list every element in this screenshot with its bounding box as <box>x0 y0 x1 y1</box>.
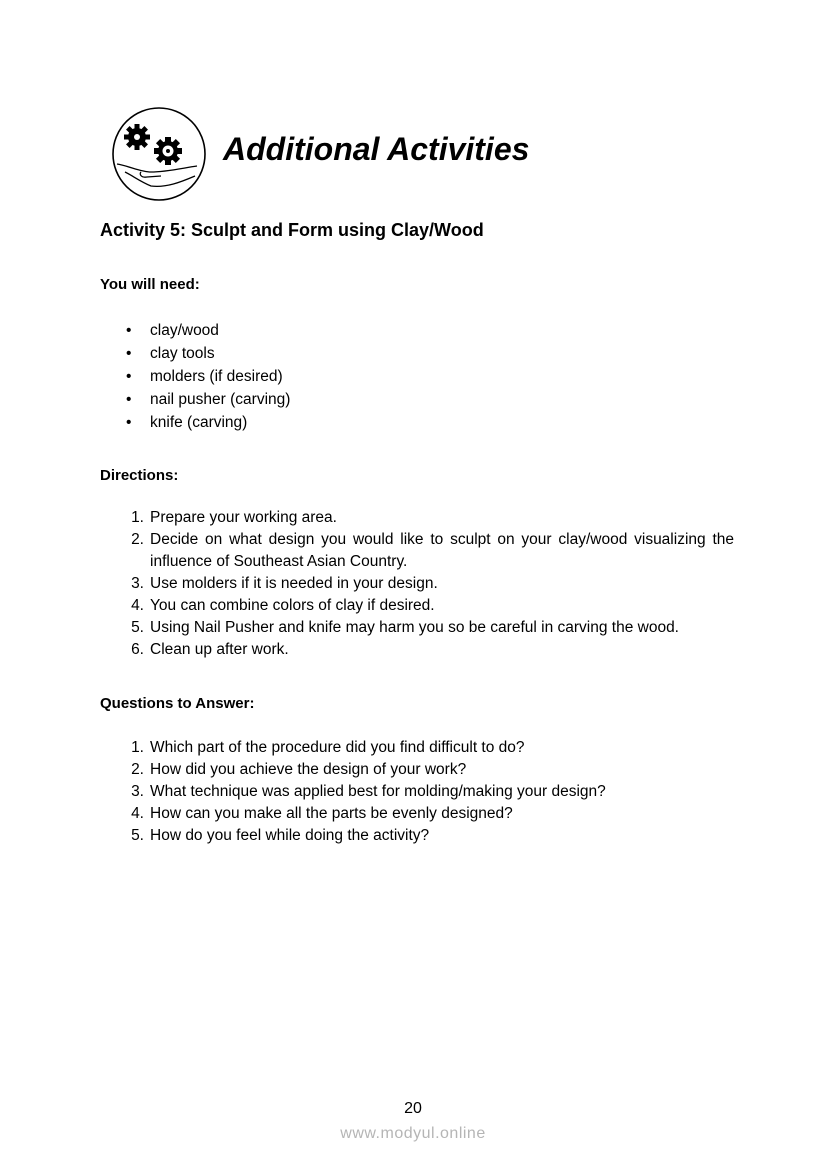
list-item: 5. How do you feel while doing the activity? <box>131 827 430 844</box>
section-title: Additional Activities <box>223 131 530 167</box>
list-item: • knife (carving) <box>126 414 248 431</box>
directions-list <box>124 507 734 661</box>
list-item: 1. Prepare your working area. <box>131 509 337 526</box>
list-item: • clay/wood <box>126 322 219 339</box>
list-item: 3. What technique was applied best for molding/making your design? <box>131 783 606 800</box>
materials-list <box>124 319 734 434</box>
list-item: • nail pusher (carving) <box>126 391 291 408</box>
list-item: 4. How can you make all the parts be evenly designed? <box>131 805 513 822</box>
list-item: • clay tools <box>126 345 215 362</box>
list-item: 4. You can combine colors of clay if desired. <box>131 597 435 614</box>
list-item: 5. Using Nail Pusher and knife may harm you so be careful in carving the wood. <box>131 619 679 636</box>
list-item: 3. Use molders if it is needed in your design. <box>131 575 438 592</box>
page-number: 20 <box>404 1100 422 1117</box>
gears-hand-icon <box>111 106 207 202</box>
list-item: • molders (if desired) <box>126 368 283 385</box>
directions-heading: Directions: <box>100 467 179 484</box>
materials-heading: You will need: <box>100 276 200 293</box>
questions-heading: Questions to Answer: <box>100 695 255 712</box>
watermark: www.modyul.online <box>340 1125 486 1142</box>
list-item: 2. How did you achieve the design of your work? <box>131 761 467 778</box>
list-item: 2. Decide on what design you would like to sculpt on your clay/wood visualizing the influence of Southeast Asian Country. <box>131 531 734 570</box>
activity-title: Activity 5: Sculpt and Form using Clay/Wood <box>100 220 484 240</box>
list-item: 6. Clean up after work. <box>131 641 289 658</box>
list-item: 1. Which part of the procedure did you find difficult to do? <box>131 739 525 756</box>
questions-list <box>124 737 734 847</box>
